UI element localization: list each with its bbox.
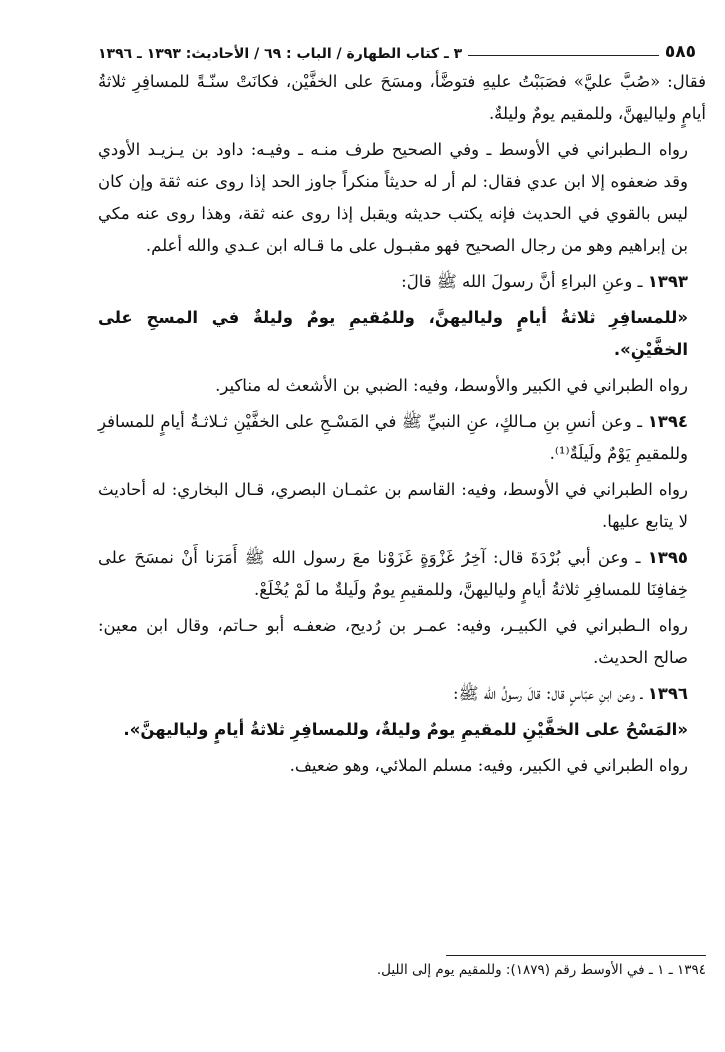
hadith-1393-intro (98, 266, 706, 298)
paragraph-commentary (98, 134, 706, 262)
page-number: ٥٨٥ (664, 42, 696, 62)
paragraph-text: ـ وعن أنسِ بنِ مـالكٍ، عنِ النبيِّ ﷺ في المَسْـحِ على الخفَّيْنِ ثـلاثـةُ أيامٍ للمسافرِ وللمقيمِ يَوْمٌ ولَيلَةٌ⁽¹⁾. (98, 412, 688, 463)
document-page (98, 28, 706, 786)
footnote-text: ١٣٩٤ ـ ١ ـ في الأوسط رقم (١٨٧٩): وللمقيم يوم إلى الليل. (376, 962, 706, 978)
paragraph-text: رواه الطبراني في الكبير والأوسط، وفيه: الضبي بن الأشعث له مناكير. (215, 376, 688, 395)
running-title: ٣ ـ كتاب الطهارة / الباب : ٦٩ / الأحاديث: ١٣٩٣ ـ ١٣٩٦ (98, 46, 463, 62)
hadith-1396-text (98, 714, 706, 746)
hadith-1393-source (98, 370, 706, 402)
paragraph-text: فقال: «صُبَّ عليَّ» فصَبَبْتُ عليهِ فتوضَّأ، ومسَحَ على الخفَّيْن، فكانَتْ سنّـةً للمسافِرِ ثلاثةُ أيامٍ ولياليهنَّ، وللمقيم يومٌ وليلةٌ. (98, 72, 706, 123)
paragraph-text: ـ وعن ابنِ عبّاسٍ قال: قالَ رسولُ الله ﷺ: (453, 684, 643, 703)
page-header (98, 28, 706, 62)
hadith-1394 (98, 406, 706, 470)
hadith-1395-source (98, 610, 706, 674)
hadith-1396-source (98, 750, 706, 782)
paragraph-text: رواه الطبراني في الأوسط، وفيه: القاسم بن عثمـان البصري، قـال البخاري: له أحاديث لا يتابع عليها. (98, 480, 688, 531)
hadith-1393-text (98, 302, 706, 366)
hadith-number: ١٣٩٦ (647, 684, 688, 703)
hadith-number: ١٣٩٤ (647, 412, 688, 431)
hadith-number: ١٣٩٥ (647, 548, 688, 567)
hadith-1394-source (98, 474, 706, 538)
paragraph-text: رواه الـطبراني في الكبيـر، وفيه: عمـر بن رُديح، ضعفـه أبو حـاتم، وقال ابن معين: صالح الحديث. (98, 616, 689, 667)
footnote (106, 962, 706, 978)
paragraph-hadith-continuation (98, 66, 706, 130)
paragraph-text: رواه الـطبراني في الأوسط ـ وفي الصحيح طرف منـه ـ وفيـه: داود بن يـزيـد الأودي وقد ضعفوه إلا ابن عدي فقال: لم أر له حديثاً منكراً جاوز الحد إذا روى عنه ثقة وإن كان ليس بالقوي في الحديث فإنه يكتب حديثه ويقبل إذا روى عنه ثقة، وهذا روى عنه مكي بن إبراهيم وهو من رجال الصحيح فهو مقبـول على ما قـاله ابن عـدي والله أعلم. (98, 140, 688, 255)
hadith-number: ١٣٩٣ (647, 272, 688, 291)
paragraph-text: ـ وعنِ البراءِ أنَّ رسولَ الله ﷺ قالَ: (401, 272, 643, 291)
paragraph-text: ـ وعن أبي بُرْدَةَ قال: آخِرُ غَزْوَةٍ غَزَوْنا معَ رسول الله ﷺ أَمَرَنا أَنْ نمسَحَ على خِفافِنَا للمسافِرِ ثلاثةُ أيامٍ ولياليهنَّ، وللمقيمِ يومٌ ولَيلةٌ ما لَمْ يُخْلَعْ. (98, 548, 688, 599)
page-body (98, 66, 706, 782)
header-rule (468, 55, 659, 56)
hadith-1395 (98, 542, 706, 606)
footnote-rule (446, 955, 706, 956)
hadith-1396-intro (98, 678, 706, 710)
hadith-quote: «للمسافِرِ ثلاثةُ أيامٍ ولياليهنَّ، وللمُقيمِ يومٌ وليلةٌ في المسحِ على الخفَّيْنِ». (98, 308, 688, 359)
paragraph-text: رواه الطبراني في الكبير، وفيه: مسلم الملائي، وهو ضعيف. (289, 756, 688, 775)
hadith-quote: «المَسْحُ على الخفَّيْنِ للمقيمِ يومٌ وليلةٌ، وللمسافِرِ ثلاثةُ أيامٍ ولياليهنَّ». (123, 720, 688, 739)
